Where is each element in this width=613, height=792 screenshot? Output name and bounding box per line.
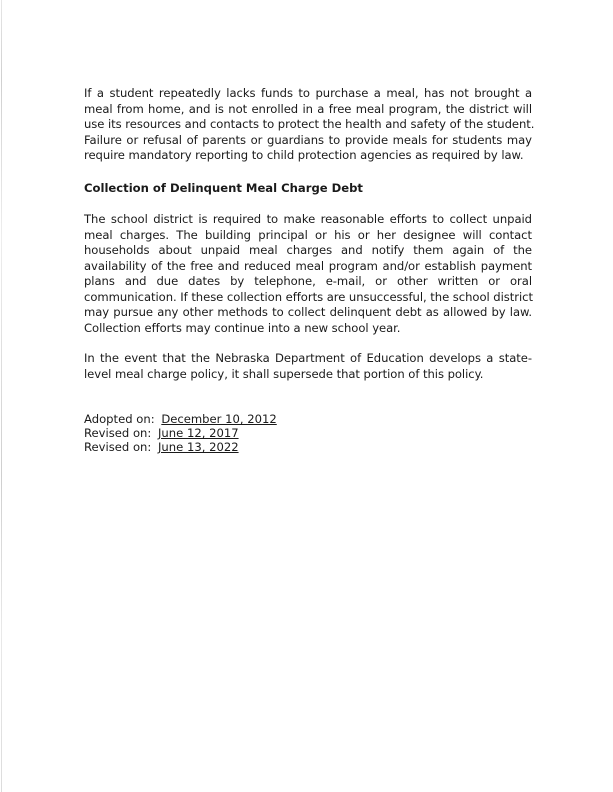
text-line: availability of the free and reduced meal program and/or establish payment <box>84 258 532 273</box>
spacer <box>84 382 532 412</box>
revised-row <box>84 426 532 440</box>
paragraph-meal-funds <box>84 86 535 164</box>
text-line: households about unpaid meal charges and notify them again of the <box>84 243 532 257</box>
revised-date: June 13, 2022 <box>158 440 239 454</box>
paragraph-state-policy <box>84 351 532 382</box>
scan-edge <box>1 0 2 792</box>
text-line: meal charges. The building principal or his or her designee will contact <box>84 227 532 242</box>
text-line: Failure or refusal of parents or guardians to provide meals for students may <box>84 132 532 147</box>
adopted-row <box>84 412 532 426</box>
revised-label: Revised on: <box>84 440 152 454</box>
policy-content <box>84 86 535 454</box>
policy-dates <box>84 412 532 454</box>
revised-row <box>84 440 532 454</box>
revised-date: June 12, 2017 <box>158 426 239 440</box>
section-heading: Collection of Delinquent Meal Charge Debt <box>84 180 363 195</box>
text-line: may pursue any other methods to collect delinquent debt as allowed by law. <box>84 305 532 319</box>
text-line: meal from home, and is not enrolled in a free meal program, the district will <box>84 101 532 116</box>
revised-label: Revised on: <box>84 426 152 440</box>
paragraph-collection <box>84 212 532 336</box>
adopted-date: December 10, 2012 <box>161 412 277 426</box>
text-line: In the event that the Nebraska Department of Education develops a state- <box>84 351 532 365</box>
adopted-label: Adopted on: <box>84 412 155 426</box>
text-line: The school district is required to make reasonable efforts to collect unpaid <box>84 212 532 226</box>
text-line: Collection efforts may continue into a new school year. <box>84 320 401 335</box>
text-line: level meal charge policy, it shall supersede that portion of this policy. <box>84 366 484 381</box>
text-line: require mandatory reporting to child protection agencies as required by law. <box>84 148 524 162</box>
spacer <box>84 336 532 351</box>
text-line: communication. If these collection efforts are unsuccessful, the school district <box>84 289 533 304</box>
text-line: If a student repeatedly lacks funds to purchase a meal, has not brought a <box>84 86 532 100</box>
text-line: use its resources and contacts to protect the health and safety of the student. <box>84 117 535 131</box>
text-line: plans and due dates by telephone, e-mail, or other written or oral <box>84 274 532 288</box>
